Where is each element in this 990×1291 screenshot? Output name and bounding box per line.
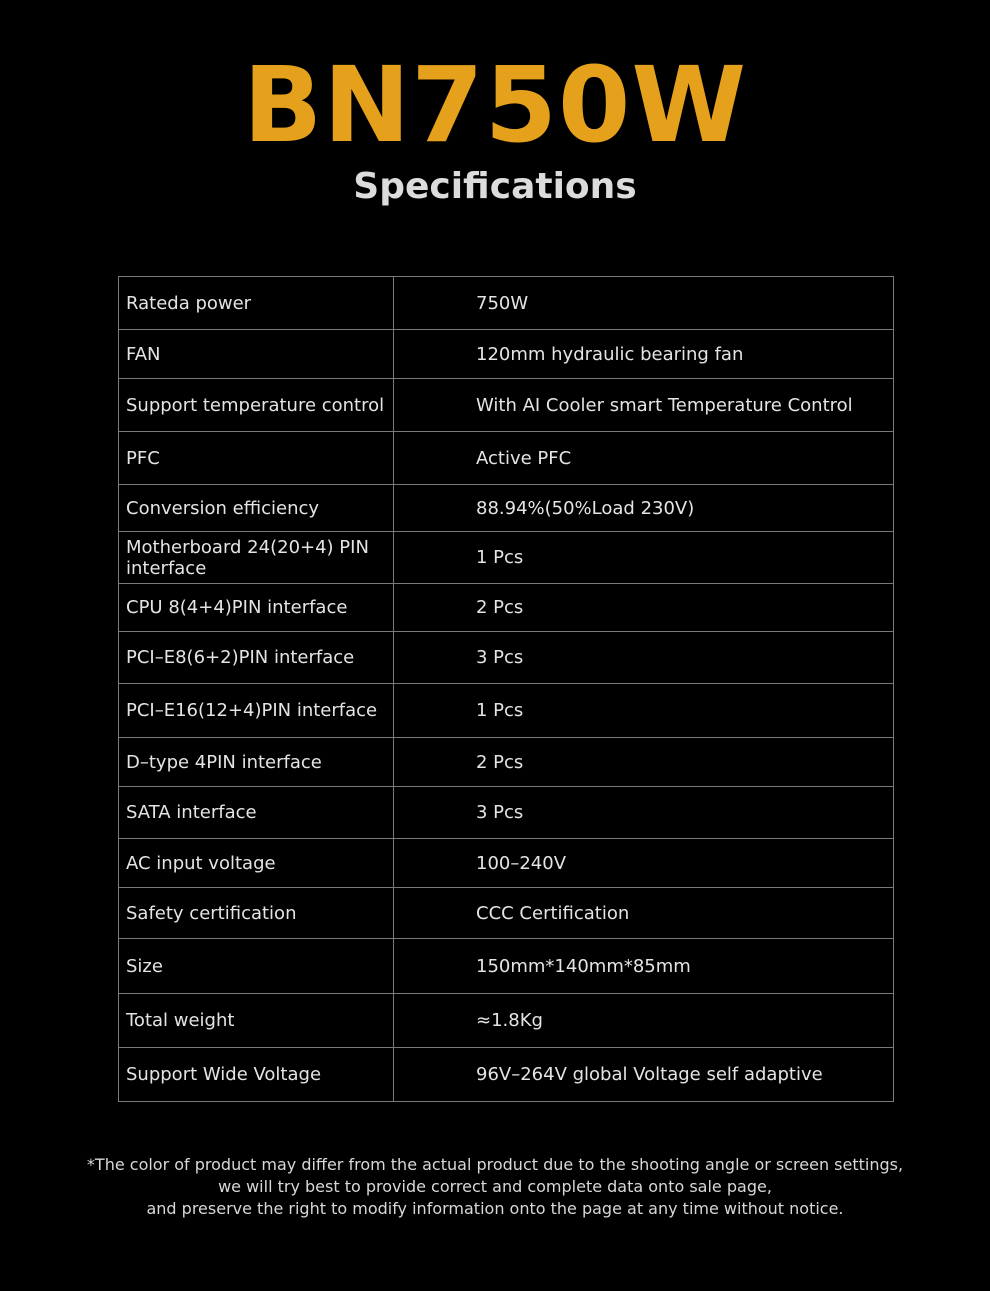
spec-row [119,738,894,787]
spec-value: 88.94%(50%Load 230V) [394,485,894,532]
spec-row [119,888,894,939]
spec-value: ≈1.8Kg [394,994,894,1048]
spec-value: CCC Certification [394,888,894,939]
spec-label: Total weight [119,994,394,1048]
spec-value: With AI Cooler smart Temperature Control [394,379,894,432]
disclaimer-note [0,1154,990,1220]
spec-label: Support Wide Voltage [119,1048,394,1102]
spec-row [119,994,894,1048]
spec-label: Motherboard 24(20+4) PIN interface [119,532,394,584]
spec-label: FAN [119,330,394,379]
spec-row [119,939,894,994]
spec-label: CPU 8(4+4)PIN interface [119,584,394,632]
page-subtitle: Specifications [353,166,637,207]
spec-row [119,839,894,888]
spec-value: 120mm hydraulic bearing fan [394,330,894,379]
spec-label: D–type 4PIN interface [119,738,394,787]
spec-value: 100–240V [394,839,894,888]
spec-row [119,330,894,379]
spec-value: 750W [394,277,894,330]
spec-value: 150mm*140mm*85mm [394,939,894,994]
spec-label: Safety certification [119,888,394,939]
spec-label: Size [119,939,394,994]
spec-label: Rateda power [119,277,394,330]
disclaimer-line: and preserve the right to modify information onto the page at any time without notice. [146,1199,844,1218]
spec-row [119,1048,894,1102]
product-title: BN750W [242,44,748,166]
disclaimer-line: *The color of product may differ from the actual product due to the shooting angle or screen settings, [86,1155,904,1174]
spec-row [119,632,894,684]
spec-row [119,584,894,632]
spec-label: AC input voltage [119,839,394,888]
spec-row [119,787,894,839]
spec-row [119,485,894,532]
spec-value: 1 Pcs [394,532,894,584]
spec-value: 3 Pcs [394,632,894,684]
spec-label: Conversion efficiency [119,485,394,532]
spec-row [119,684,894,738]
spec-row [119,432,894,485]
spec-label: PFC [119,432,394,485]
spec-value: 3 Pcs [394,787,894,839]
spec-value: 1 Pcs [394,684,894,738]
spec-label: Support temperature control [119,379,394,432]
disclaimer-line: we will try best to provide correct and complete data onto sale page, [218,1177,772,1196]
specifications-table [118,276,894,1102]
spec-label: PCI–E8(6+2)PIN interface [119,632,394,684]
spec-label: PCI–E16(12+4)PIN interface [119,684,394,738]
spec-row [119,277,894,330]
spec-value: 96V–264V global Voltage self adaptive [394,1048,894,1102]
spec-value: Active PFC [394,432,894,485]
spec-row [119,532,894,584]
spec-value: 2 Pcs [394,738,894,787]
spec-row [119,379,894,432]
spec-label: SATA interface [119,787,394,839]
spec-value: 2 Pcs [394,584,894,632]
